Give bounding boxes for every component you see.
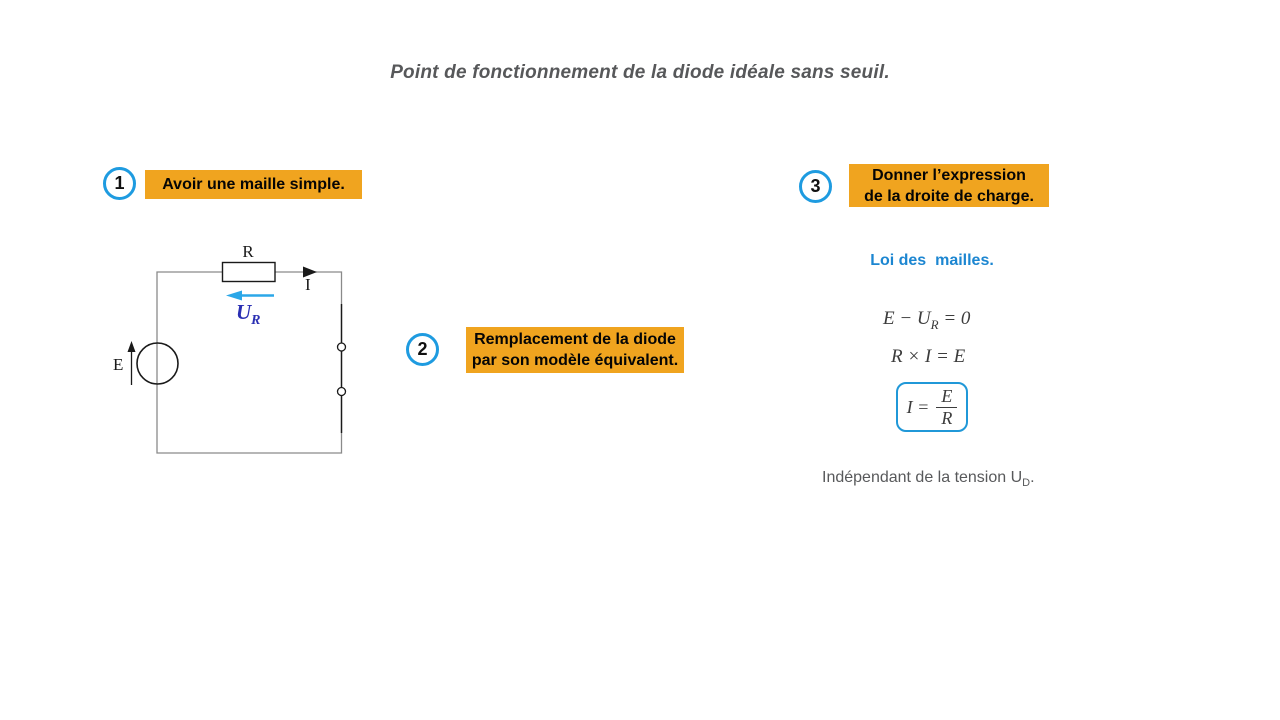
step-1-label	[145, 170, 362, 199]
slide-title: Point de fonctionnement de la diode idéale sans seuil.	[390, 62, 890, 83]
step-2-label	[466, 327, 684, 373]
source-label: E	[113, 355, 124, 374]
independence-note-period: .	[1030, 469, 1035, 486]
step-3-number: 3	[810, 176, 821, 196]
fraction-denominator: R	[936, 407, 957, 428]
resistor-symbol	[223, 263, 276, 282]
independence-note	[822, 469, 1035, 489]
equation-result-lhs: I =	[906, 396, 930, 417]
voltage-label-subscript: R	[251, 313, 261, 328]
step-3-text-line2: de la droite de charge.	[864, 187, 1034, 205]
current-label: I	[305, 275, 311, 294]
equation-ohm: R × I = E	[891, 346, 966, 367]
fraction-numerator: E	[941, 385, 953, 406]
source-arrowhead-icon	[128, 341, 136, 352]
step-1-number: 1	[114, 173, 125, 193]
step-2-text-line2: par son modèle équivalent.	[471, 352, 679, 369]
step-2-badge	[406, 333, 439, 366]
step-1-text: Avoir une maille simple.	[162, 176, 345, 193]
independence-note-text: Indépendant de la tension U	[822, 469, 1023, 486]
equation-mesh-law-rhs: = 0	[938, 308, 971, 329]
step-3-text-line1: Donner l’expression	[872, 166, 1026, 184]
voltage-arrowhead-icon	[226, 291, 242, 301]
circuit-diagram	[105, 238, 360, 463]
step-2-number: 2	[417, 339, 428, 359]
law-heading: Loi des mailles.	[870, 252, 994, 269]
voltage-label	[236, 300, 261, 328]
equation-mesh-law-subscript: R	[930, 316, 939, 332]
step-3-label	[849, 164, 1049, 207]
equation-mesh-law	[883, 308, 970, 333]
step-2-text-line1: Remplacement de la diode	[474, 331, 676, 348]
equation-mesh-law-main: E − U	[883, 308, 931, 329]
voltage-label-symbol: U	[236, 300, 252, 324]
step-1-badge	[103, 167, 136, 200]
equation-result-fraction	[936, 387, 957, 428]
equation-result-box	[896, 382, 968, 432]
terminal-node-bottom	[338, 388, 346, 396]
independence-note-subscript: D	[1022, 477, 1031, 490]
resistor-label: R	[242, 242, 254, 261]
terminal-node-top	[338, 343, 346, 351]
step-3-badge	[799, 170, 832, 203]
